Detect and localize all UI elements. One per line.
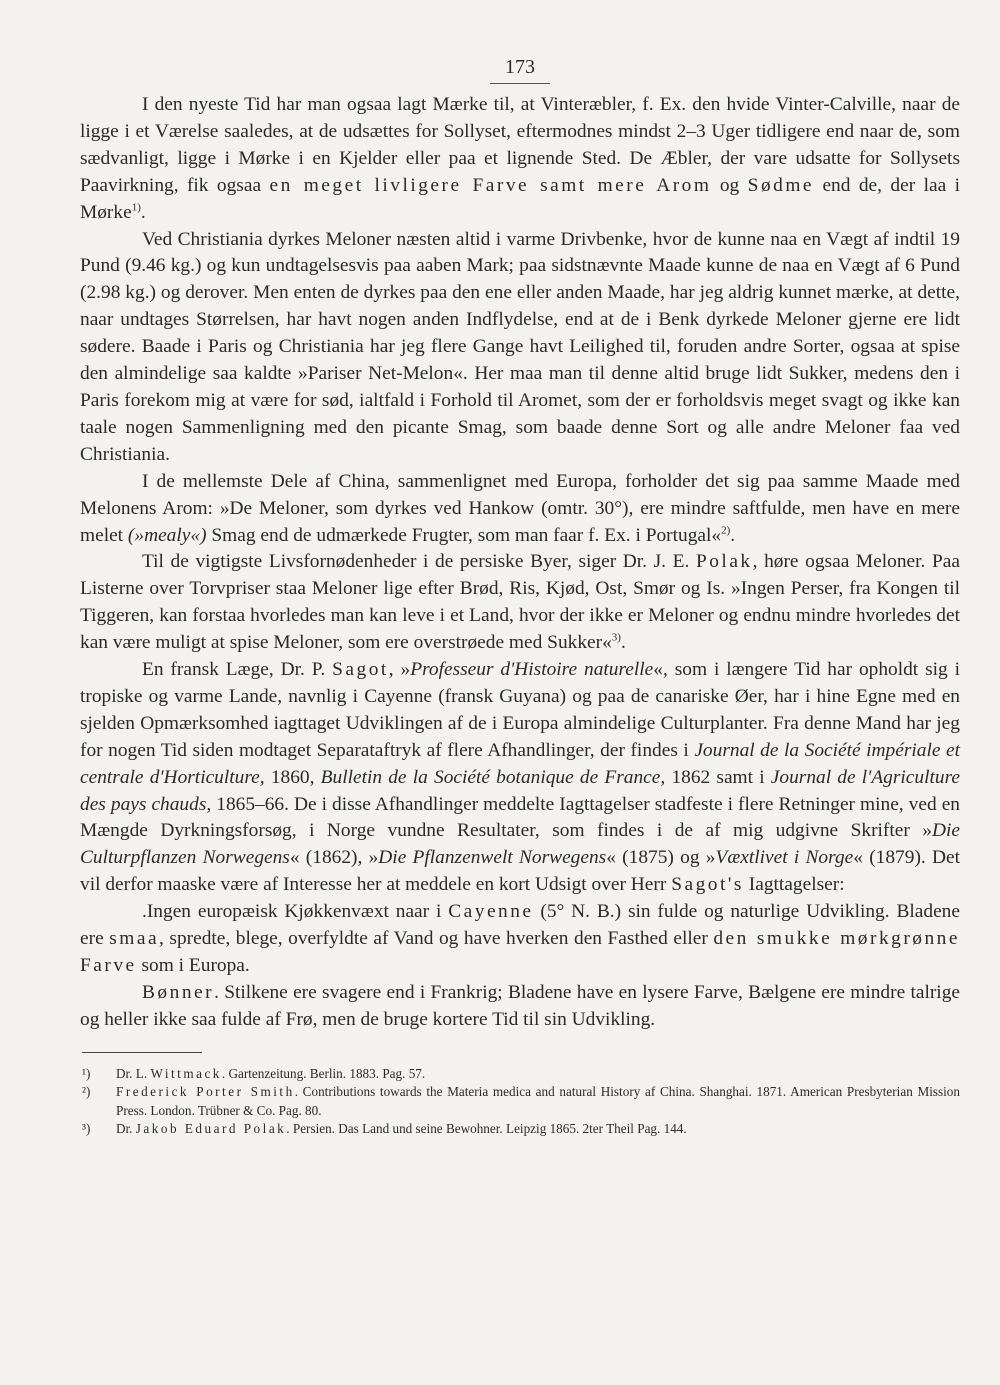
text-run: Dr. [116,1121,136,1137]
italic-text: Die Culturpflanzen Norwegens [80,820,960,869]
text-run: En fransk Læge, Dr. P. [142,659,333,681]
footnote-reference: 3) [611,631,621,644]
text-run: , spredte, blege, overfyldte af Vand og have hverken den Fasthed eller [159,928,714,950]
text-run: Iagttagelser: [743,874,845,896]
footnote [80,1065,960,1084]
footnote-mark: ³) [82,1121,91,1137]
text-run: som i Europa. [136,955,250,976]
italic-text: Væxtlivet i Norge [715,847,854,869]
text-run: .Ingen europæisk Kjøkkenvæxt naar i [142,901,449,923]
italic-text: Journal de l'Agriculture des pays chauds, [80,766,961,815]
paragraph [80,549,960,657]
text-run: 1865–66. De i disse Afhandlinger meddelte Iagttagelser stadfeste i flere Retninger mine, ved en Mængde Dyrkningsforsøg, i Norge vundne Resultater, som findes i de af mig udgivne Skrifter » [80,793,960,842]
italic-text: Bulletin de la Société botanique de France, [320,766,666,788]
text-run: 1860, [264,766,321,788]
spaced-text: Sagot's [671,874,744,896]
text-run: I den nyeste Tid har man ogsaa lagt Mærke til, at Vinteræbler, f. Ex. den hvide Vinter-Calville, naar de ligge i et Værelse saaledes, at de udsættes for Sollyset, eftermodnes mindst 2–3 Uger tidligere end naar de, som sædvanligt, ligge i Mørke i en Kjelder eller paa et lignende Sted. De Æbler, der vare udsatte for Sollysets Paavirkning, fik ogsaa [80,94,960,196]
body-text [80,92,960,1034]
footnote [80,1120,960,1139]
spaced-text: Jakob Eduard Polak [135,1121,287,1137]
italic-text: (»mealy«) [127,524,207,546]
paragraph [80,899,960,980]
footnote [80,1083,960,1120]
text-run: . [620,632,626,654]
footnote-reference: 1) [131,201,141,214]
spaced-text: Bønner [142,981,215,1003]
text-run: og [711,174,748,196]
paragraph [80,657,960,899]
text-run: . Contributions towards the Materia medica and natural History af China. Shanghai. 1871. American Presbyterian Mission Press. London. Trübner & Co. Pag. 80. [116,1084,960,1118]
spaced-text: Polak [695,551,753,573]
paragraph [80,227,960,469]
footnote-text [116,1120,960,1139]
italic-text: Die Pflanzenwelt Norwegens [378,847,607,869]
text-run: Dr. L. [116,1065,151,1081]
footnote-reference: 2) [721,524,731,537]
text-run: . [140,201,146,223]
text-run: 1862 samt i [665,766,771,788]
italic-text: Journal de la Société impériale et centrale d'Horticulture, [80,739,960,788]
text-run: « (1875) og » [606,847,716,869]
text-run: end de, der laa i Mørke [80,174,960,223]
spaced-text: en meget livligere Farve samt mere Arom [269,174,712,196]
text-run: . [730,524,736,546]
text-run: . Stilkene ere svagere end i Frankrig; Bladene have en lysere Farve, Bælgene ere mindre talrige og heller ikke saa fulde af Frø, men de bruge kortere Tid til sin Udvikling. [80,981,960,1030]
spaced-text: Wittmack [150,1065,222,1081]
spaced-text: den smukke mørkgrønne Farve [80,928,960,976]
text-run: I de mellemste Dele af China, sammenlignet med Europa, forholder det sig paa samme Maade med Melonens Arom: »De Meloner, som dyrkes ved Hankow (omtr. 30°), ere mindre saftfulde, men have en mere melet [80,470,960,546]
text-run: Ved Christiania dyrkes Meloner næsten altid i varme Drivbenke, hvor de kunne naa en Vægt af indtil 19 Pund (9.46 kg.) og kun undtagelsesvis paa aaben Mark; paa sidstnævnte Maade kunne de naa en Vægt af 6 Pund (2.98 kg.) og derover. Men enten de dyrkes paa den ene eller anden Maade, har jeg aldrig kunnet mærke, at dette, naar undtages Størrelsen, har havt nogen anden Indflydelse, end at de i Benk dyrkede Meloner gjerne ere lidt sødere. Baade i Paris og Christiania har jeg flere Gange havt Leilighed til, foruden andre Sorter, ogsaa at spise den almindelige saa kaldte »Pariser Net-Melon«. Her maa man til denne altid bruge lidt Sukker, medens den i Paris forekom mig at være for sød, ialtfald i Forhold til Aromet, som der er forholdsvis meget svagt og ikke kan taale nogen Sammenligning med den picante Smag, som baade denne Sort og alle andre Meloner faa ved Christiania. [80,228,960,465]
page-number: 173 [490,56,550,84]
text-run: , » [388,659,411,681]
text-run: Smag end de udmærkede Frugter, som man faar f. Ex. i Portugal« [206,524,722,546]
footnote-text [116,1065,960,1084]
text-run: «, som i længere Tid har opholdt sig i tropiske og varme Lande, navnlig i Cayenne (fransk Guyana) og paa de canariske Øer, har i hine Egne med en sjelden Opmærksomhed iagttaget Udviklingen af de i Europa almindelige Culturplanter. Fra denne Mand har jeg for nogen Tid siden modtaget Separataftryk af flere Afhandlinger, der findes i [80,659,961,761]
text-run: . Gartenzeitung. Berlin. 1883. Pag. 57. [221,1065,426,1081]
footnote-mark: ¹) [82,1065,91,1081]
text-run: (5° N. B.) sin fulde og naturlige Udvikling. Bladene ere [80,901,960,950]
text-run: « (1862), » [289,847,379,869]
footnote-text [116,1083,960,1120]
paragraph [80,92,960,227]
spaced-text: Sødme [747,174,815,196]
footnote-rule [82,1052,202,1053]
italic-text: Professeur d'Histoire naturelle [410,659,654,681]
text-run: « (1879). Det vil derfor maaske være af Interesse her at meddele en kort Udsigt over Herr [80,847,960,896]
footnote-mark: ²) [82,1084,91,1100]
spaced-text: smaa [109,928,160,950]
spaced-text: Cayenne [448,901,534,923]
spaced-text: Sagot [332,659,389,681]
paragraph [80,469,960,550]
paragraph [80,980,960,1034]
text-run: . Persien. Das Land und seine Bewohner. Leipzig 1865. 2ter Theil Pag. 144. [286,1121,687,1137]
text-run: , høre ogsaa Meloner. Paa Listerne over Torvpriser staa Meloner lige efter Brød, Ris, Kjød, Ost, Smør og Is. »Ingen Perser, fra Kongen til Tiggeren, kan forstaa hvorledes man kan leve i et Land, hvor der ikke er Meloner og endnu mindre hvorledes det kan være muligt at spise Meloner, som ere overstrøede med Sukker« [80,551,960,654]
spaced-text: Frederick Porter Smith [116,1084,295,1100]
text-run: Til de vigtigste Livsfornødenheder i de persiske Byer, siger Dr. J. E. [142,551,696,573]
footnotes [80,1065,960,1139]
